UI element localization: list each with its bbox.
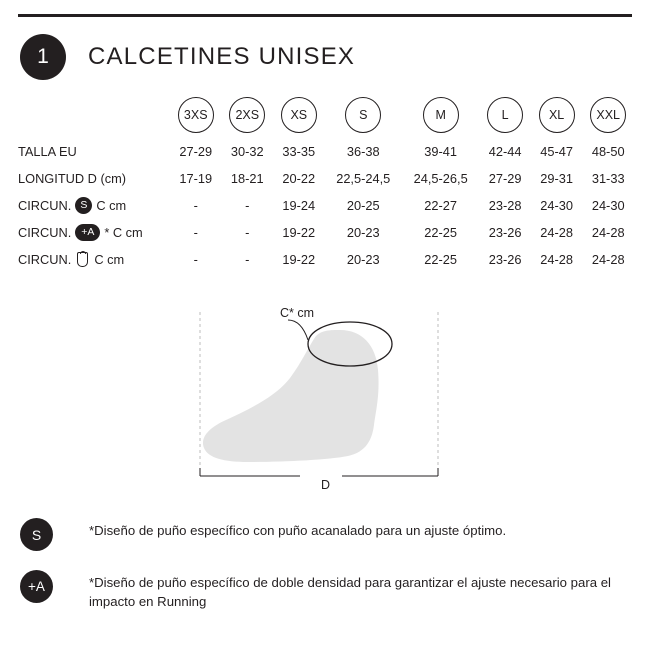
- cell-value: 24-28: [591, 225, 625, 240]
- foot-diagram-svg: [190, 300, 470, 500]
- cell-value: 20-25: [346, 198, 380, 213]
- column-header-l: [479, 92, 531, 138]
- column-header-xxl: [582, 92, 634, 138]
- cell-value: 36-38: [346, 144, 380, 159]
- cell-value: -: [245, 198, 250, 213]
- cell-value: 19-22: [282, 225, 316, 240]
- table-header-row: [18, 92, 634, 138]
- column-header-label: L: [487, 97, 523, 133]
- table-row: [18, 138, 634, 165]
- cell-value: -: [245, 225, 250, 240]
- column-header-xs: [273, 92, 325, 138]
- column-header-m: [402, 92, 479, 138]
- column-header-label: XS: [281, 97, 317, 133]
- length-label: D: [321, 478, 331, 492]
- row-label-circun-s: [18, 192, 170, 219]
- sock-icon: [75, 251, 90, 268]
- cell-value: 24-28: [591, 252, 625, 267]
- cell-value: 23-26: [488, 225, 522, 240]
- row-label-prefix: CIRCUN.: [18, 198, 72, 213]
- row-label-prefix: CIRCUN.: [18, 252, 72, 267]
- table-row: [18, 219, 634, 246]
- cell-value: 20-23: [346, 252, 380, 267]
- cell-value: 20-23: [346, 225, 380, 240]
- cell-value: 24,5-26,5: [413, 171, 468, 186]
- footnote-text: *Diseño de puño específico de doble densidad para garantizar el ajuste necesario para el impacto en Running: [89, 575, 611, 610]
- cell-value: 24-30: [540, 198, 573, 213]
- column-header-label: M: [423, 97, 459, 133]
- table-row: [18, 192, 634, 219]
- cell-value: -: [193, 252, 198, 267]
- cell-value: 27-29: [179, 144, 213, 159]
- cell-value: 33-35: [282, 144, 316, 159]
- footnote-s: [20, 518, 506, 551]
- cell-value: 22-27: [424, 198, 458, 213]
- cell-value: 27-29: [488, 171, 522, 186]
- column-header-xl: [531, 92, 583, 138]
- table-row: [18, 246, 634, 273]
- cell-value: 22-25: [424, 252, 458, 267]
- column-header-s: [325, 92, 402, 138]
- cell-value: -: [193, 225, 198, 240]
- row-label-talla-eu: TALLA EU: [18, 144, 77, 159]
- foot-measurement-diagram: [190, 300, 470, 510]
- cell-value: 42-44: [488, 144, 522, 159]
- plus-a-badge-icon: +A: [20, 570, 53, 603]
- row-label-circun-plus-a: [18, 219, 170, 246]
- foot-shape: [203, 330, 379, 462]
- row-label-circun-sock: [18, 246, 170, 273]
- column-header-label: S: [345, 97, 381, 133]
- cell-value: 22-25: [424, 225, 458, 240]
- s-badge-icon: S: [75, 197, 92, 214]
- page-title: CALCETINES UNISEX: [88, 43, 356, 70]
- plus-a-badge-icon: +A: [75, 224, 100, 241]
- cell-value: 19-22: [282, 252, 316, 267]
- cell-value: 29-31: [540, 171, 573, 186]
- cell-value: 23-28: [488, 198, 522, 213]
- cell-value: 24-28: [540, 225, 573, 240]
- row-label-longitud: LONGITUD D (cm): [18, 171, 127, 186]
- cell-value: 24-30: [591, 198, 625, 213]
- footnote-text: *Diseño de puño específico con puño acanalado para un ajuste óptimo.: [89, 523, 507, 538]
- column-header-3xs: [170, 92, 222, 138]
- column-header-label: 2XS: [229, 97, 265, 133]
- c-label-leader: [288, 320, 308, 340]
- row-label-prefix: CIRCUN.: [18, 225, 72, 240]
- cell-value: 20-22: [282, 171, 316, 186]
- cell-value: 18-21: [230, 171, 264, 186]
- cell-value: 45-47: [540, 144, 573, 159]
- row-label-suffix: C cm: [96, 198, 127, 213]
- cell-value: 30-32: [230, 144, 264, 159]
- cell-value: 23-26: [488, 252, 522, 267]
- size-table-container: [18, 92, 634, 273]
- cell-value: 22,5-24,5: [336, 171, 391, 186]
- cell-value: -: [193, 198, 198, 213]
- column-header-label: XL: [539, 97, 575, 133]
- top-divider: [18, 14, 632, 17]
- row-label-suffix: C cm: [94, 252, 125, 267]
- table-row: [18, 165, 634, 192]
- cell-value: 19-24: [282, 198, 316, 213]
- cell-value: 24-28: [540, 252, 573, 267]
- page-header: [20, 34, 355, 80]
- cell-value: 31-33: [591, 171, 625, 186]
- size-table: [18, 92, 634, 273]
- header-corner-cell: [18, 92, 170, 138]
- cell-value: -: [245, 252, 250, 267]
- s-badge-icon: S: [20, 518, 53, 551]
- cell-value: 39-41: [424, 144, 458, 159]
- column-header-2xs: [222, 92, 274, 138]
- row-label-suffix: * C cm: [104, 225, 143, 240]
- cell-value: 48-50: [591, 144, 625, 159]
- cell-value: 17-19: [179, 171, 213, 186]
- section-number-badge: 1: [20, 34, 66, 80]
- footnote-plus-a: [20, 570, 650, 611]
- circumference-label: C* cm: [280, 306, 315, 320]
- column-header-label: XXL: [590, 97, 626, 133]
- column-header-label: 3XS: [178, 97, 214, 133]
